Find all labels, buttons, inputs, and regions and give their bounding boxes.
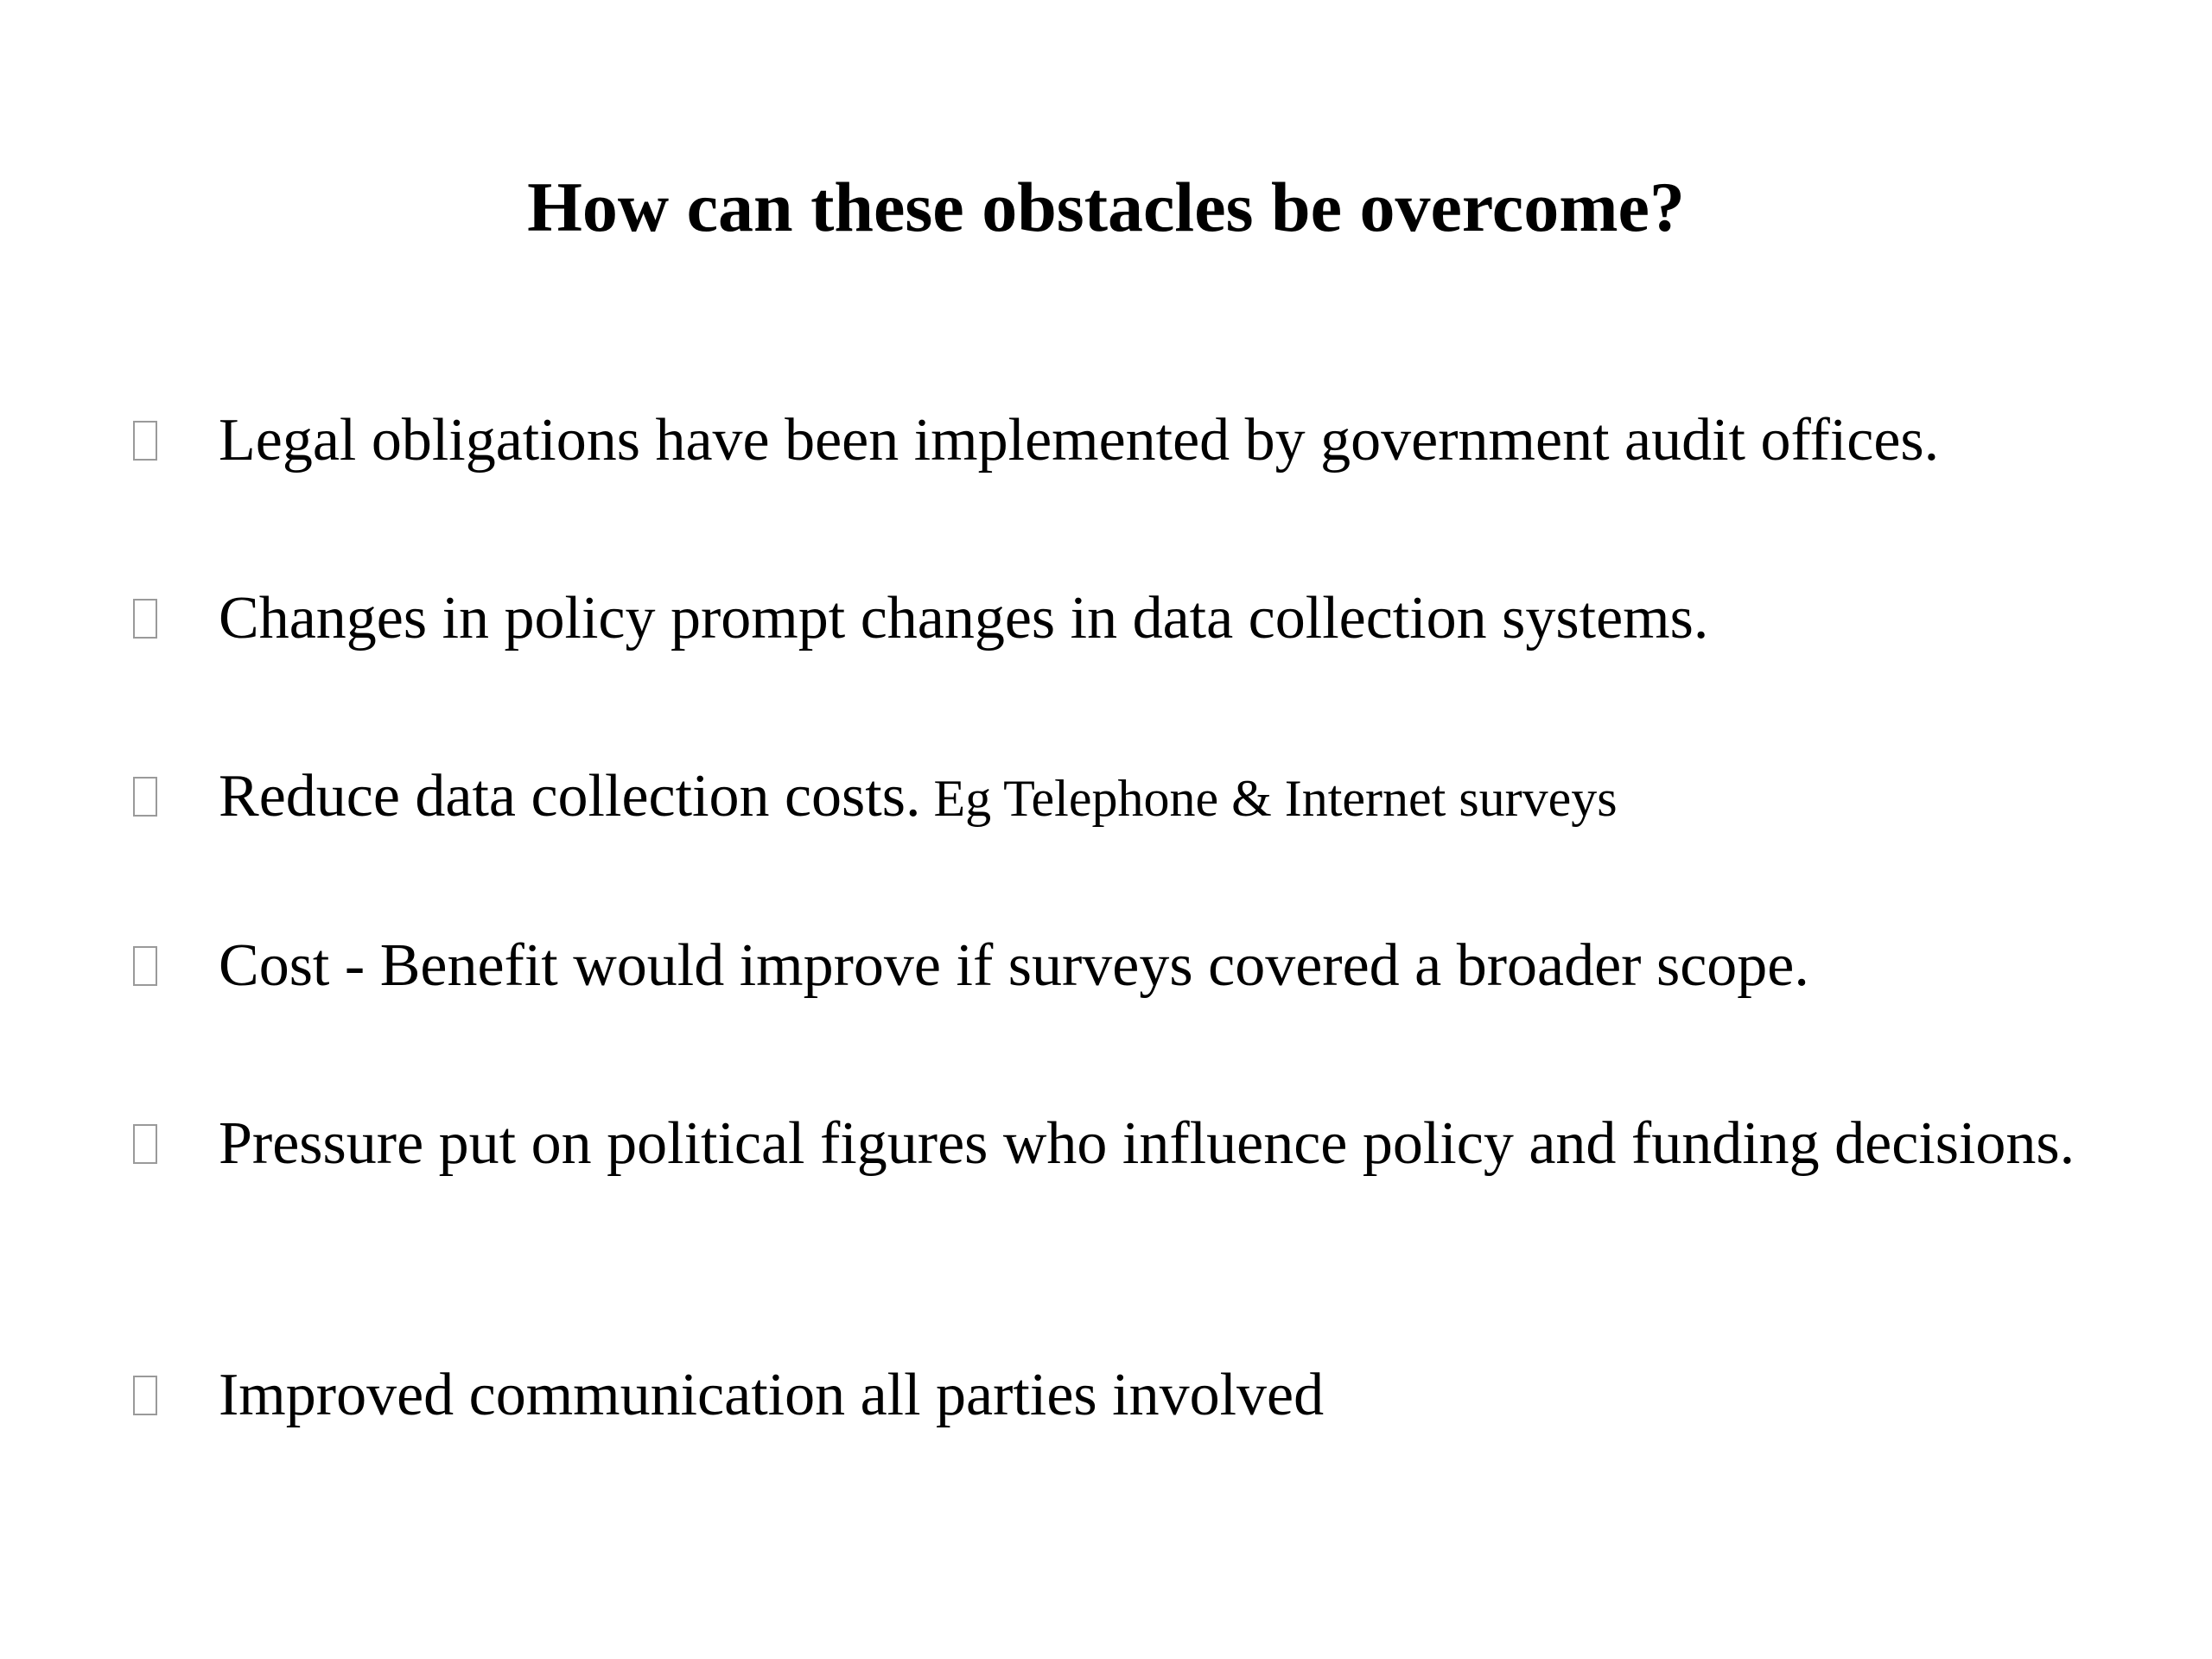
missing-glyph-box-icon <box>133 421 157 461</box>
bullet-text: Cost - Benefit would improve if surveys covered a broader scope. <box>219 932 1809 999</box>
missing-glyph-box-icon <box>133 1376 157 1415</box>
bullet-text: Pressure put on political figures who influence policy and funding decisions. <box>219 1110 2075 1177</box>
bullet-text: Improved communication all parties involved <box>219 1362 1325 1428</box>
bullet-text <box>219 760 2076 836</box>
missing-glyph-box-icon <box>133 1124 157 1164</box>
missing-glyph-box-icon <box>133 946 157 986</box>
missing-glyph-box-icon <box>133 599 157 639</box>
slide-title: How can these obstacles be overcome? <box>527 168 1685 246</box>
bullet-text: Legal obligations have been implemented by government audit offices. <box>219 407 1940 474</box>
missing-glyph-box-icon <box>133 777 157 817</box>
bullet-example-note: Eg Telephone & Internet surveys <box>920 770 1618 827</box>
bullet-text: Changes in policy prompt changes in data collection systems. <box>219 585 1709 652</box>
bullet-main-text: Reduce data collection costs. <box>219 763 921 830</box>
